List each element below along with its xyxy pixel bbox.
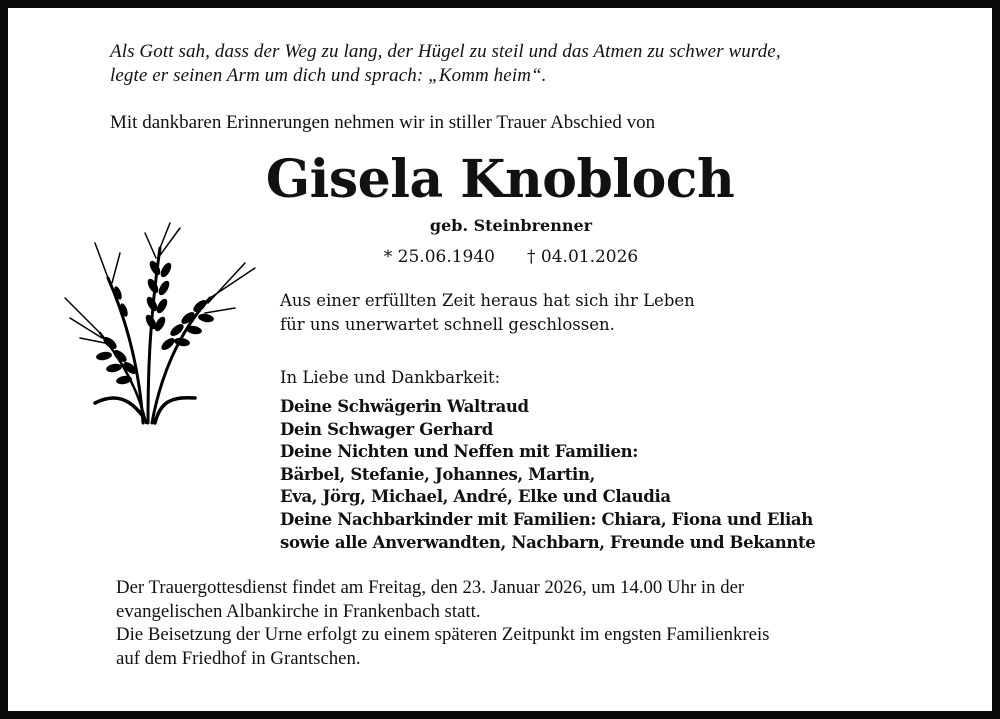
maiden-name: geb. Steinbrenner — [429, 216, 593, 235]
deceased-name: Gisela Knobloch — [265, 149, 735, 210]
mourners-list — [280, 396, 815, 554]
mourner-line: Eva, Jörg, Michael, André, Elke und Claudia — [280, 487, 671, 507]
mourner-line: Deine Nachbarkinder mit Familien: Chiara, Fiona und Eliah — [280, 509, 813, 529]
sentence-line: Aus einer erfüllten Zeit heraus hat sich ihr Leben — [280, 291, 695, 310]
sentence-line: für uns unerwartet schnell geschlossen. — [280, 315, 615, 334]
burial-line: auf dem Friedhof in Grantschen. — [116, 647, 361, 669]
mourner-line: Deine Nichten und Neffen mit Familien: — [280, 442, 638, 462]
service-line: Der Trauergottesdienst findet am Freitag, den 23. Januar 2026, um 14.00 Uhr in der — [116, 577, 745, 598]
mourner-line: Dein Schwager Gerhard — [280, 419, 493, 439]
intro-text: Mit dankbaren Erinnerungen nehmen wir in stiller Trauer Abschied von — [110, 112, 656, 133]
birth-date: * 25.06.1940 — [383, 247, 495, 267]
service-details — [116, 576, 770, 670]
quote-line: legte er seinen Arm um dich und sprach: „Komm heim“. — [110, 65, 547, 86]
mourner-line: Deine Schwägerin Waltraud — [280, 397, 529, 416]
closing-phrase: In Liebe und Dankbarkeit: — [280, 368, 501, 387]
quote-line: Als Gott sah, dass der Weg zu lang, der Hügel zu steil und das Atmen zu schwer wurde, — [110, 41, 781, 62]
burial-line: Die Beisetzung der Urne erfolgt zu einem späteren Zeitpunkt im engsten Familienkreis — [116, 624, 770, 645]
life-sentence — [280, 289, 695, 337]
wheat-ears-icon — [60, 218, 265, 433]
service-line: evangelischen Albankirche in Frankenbach statt. — [116, 600, 481, 622]
mourner-line: sowie alle Anverwandten, Nachbarn, Freunde und Bekannte — [280, 532, 816, 552]
mourner-line: Bärbel, Stefanie, Johannes, Martin, — [280, 464, 595, 484]
death-date: † 04.01.2026 — [527, 247, 639, 267]
opening-quote — [110, 40, 781, 88]
